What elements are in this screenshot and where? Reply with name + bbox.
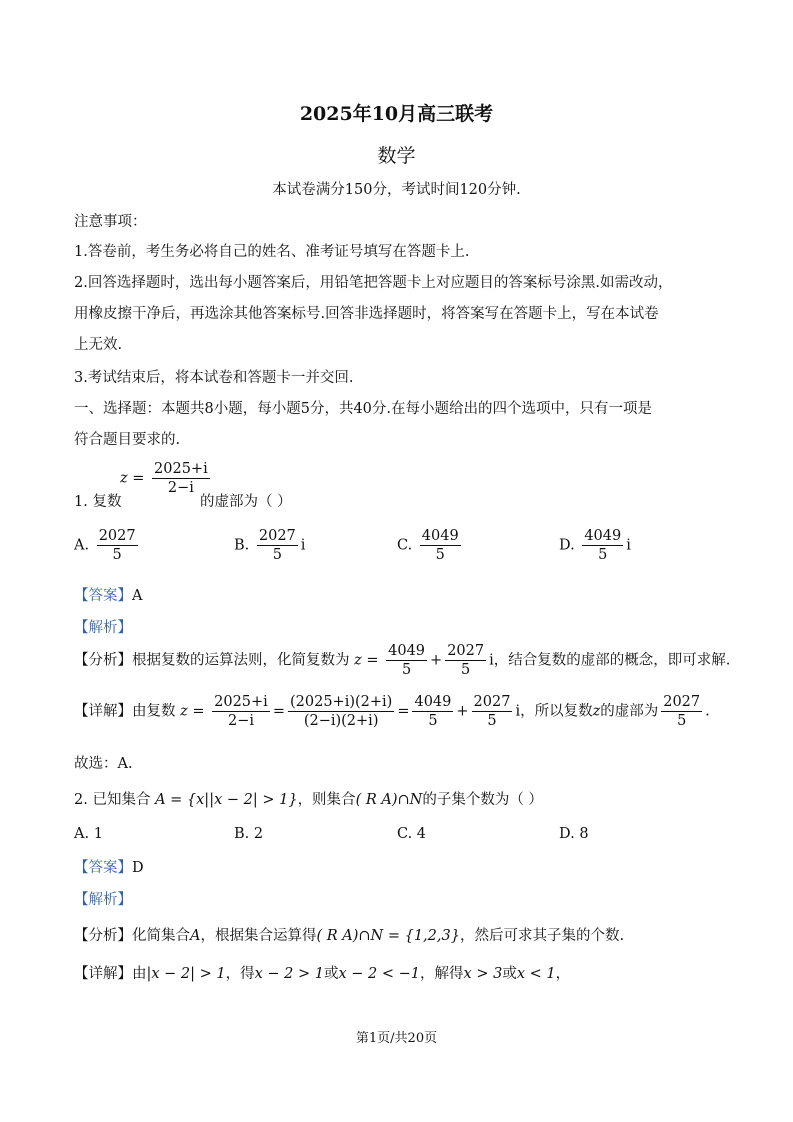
- document-title: 2025年10月高三联考: [299, 103, 494, 125]
- notes-heading: 注意事项：: [74, 214, 147, 230]
- section-intro-b: 符合题目要求的.: [74, 432, 181, 448]
- note-item-2c: 上无效.: [74, 337, 123, 353]
- analysis-tag: 【解析】: [74, 620, 132, 636]
- q2-answer: D: [132, 860, 144, 876]
- q1-fenxi: 【分析】根据复数的运算法则，化简复数为 z = $\frac{4049}{5}$ + $\frac{2027}{5}$ i，结合复数的虚部的概念，即可求解.: [74, 643, 731, 678]
- analysis-tag: 【解析】: [74, 892, 132, 908]
- q2-detail: 【详解】由|x − 2| > 1，得x − 2 > 1或x − 2 < −1，解得x > 3或x < 1，: [74, 966, 571, 982]
- note-item-1: 1.答卷前，考生务必将自己的姓名、准考证号填写在答题卡上.: [74, 244, 470, 260]
- page-number: 第1页/共20页: [355, 1031, 438, 1046]
- q1-option-c[interactable]: C. $\frac{4049}{5}$: [397, 528, 459, 563]
- q1-detail: 【详解】由复数 z = $\frac{2025+i}{2-i}$ = $\frac{(2025+i)(2+i)}{(2-i)(2+i)}$ = $\frac{4049}{5}$ + $\frac{2027}{5}$ i，所以复数z的虚部为 $\frac{2027}{5}$ .: [74, 694, 710, 729]
- fenxi-tag: 【分析】: [74, 652, 132, 669]
- q2-set-expr: A = {x||x − 2| > 1}: [155, 792, 298, 808]
- q2-answer-line: [74, 856, 144, 877]
- q1-option-d[interactable]: D. $\frac{4049}{5}$ i: [559, 528, 631, 563]
- answer-tag: 【答案】: [74, 860, 132, 876]
- q1-formula: [120, 460, 213, 497]
- q1-conclusion: 故选：A.: [74, 756, 133, 772]
- note-item-2b: 用橡皮擦干净后，再选涂其他答案标号.回答非选择题时，将答案写在答题卡上，写在本试卷: [74, 306, 659, 322]
- detail-tag: 【详解】: [74, 966, 132, 982]
- q1-frac-den: 2−i: [167, 480, 194, 496]
- q1-frac-num: 2025+i: [154, 461, 208, 477]
- q1-z-eq: z =: [120, 470, 145, 487]
- fenxi-tag: 【分析】: [74, 928, 132, 944]
- subject-title: 数学: [377, 145, 416, 167]
- q2-stem: 2. 已知集合 A = {x||x − 2| > 1}，则集合( R A)∩N的子集个数为（ ）: [74, 792, 543, 808]
- q2-comp-expr: ( R A)∩N: [355, 792, 423, 808]
- q2-option-c[interactable]: C. 4: [397, 826, 427, 842]
- note-item-3: 3.考试结束后，将本试卷和答题卡一并交回.: [74, 370, 354, 386]
- q2-option-a[interactable]: A. 1: [74, 826, 103, 842]
- q1-answer: A: [132, 588, 143, 604]
- exam-info: 本试卷满分150分，考试时间120分钟.: [272, 182, 521, 198]
- q1-prefix: 1. 复数: [74, 494, 122, 510]
- answer-tag: 【答案】: [74, 588, 132, 604]
- section-intro-a: 一、选择题：本题共8小题，每小题5分，共40分.在每小题给出的四个选项中，只有一项是: [74, 401, 653, 417]
- q1-answer-line: [74, 584, 142, 605]
- q1-option-b[interactable]: B. $\frac{2027}{5}$ i: [234, 528, 306, 563]
- note-item-2a: 2.回答选择题时，选出每小题答案后，用铅笔把答题卡上对应题目的答案标号涂黑.如需改动，: [74, 275, 673, 291]
- q1-option-a[interactable]: A. $\frac{2027}{5}$: [74, 528, 136, 563]
- q2-option-b[interactable]: B. 2: [234, 826, 264, 842]
- detail-tag: 【详解】: [74, 703, 132, 720]
- q2-fenxi: 【分析】化简集合A，根据集合运算得( R A)∩N = {1,2,3}，然后可求其子集的个数.: [74, 928, 625, 944]
- q1-suffix: 的虚部为（ ）: [200, 494, 292, 510]
- q2-option-d[interactable]: D. 8: [559, 826, 589, 842]
